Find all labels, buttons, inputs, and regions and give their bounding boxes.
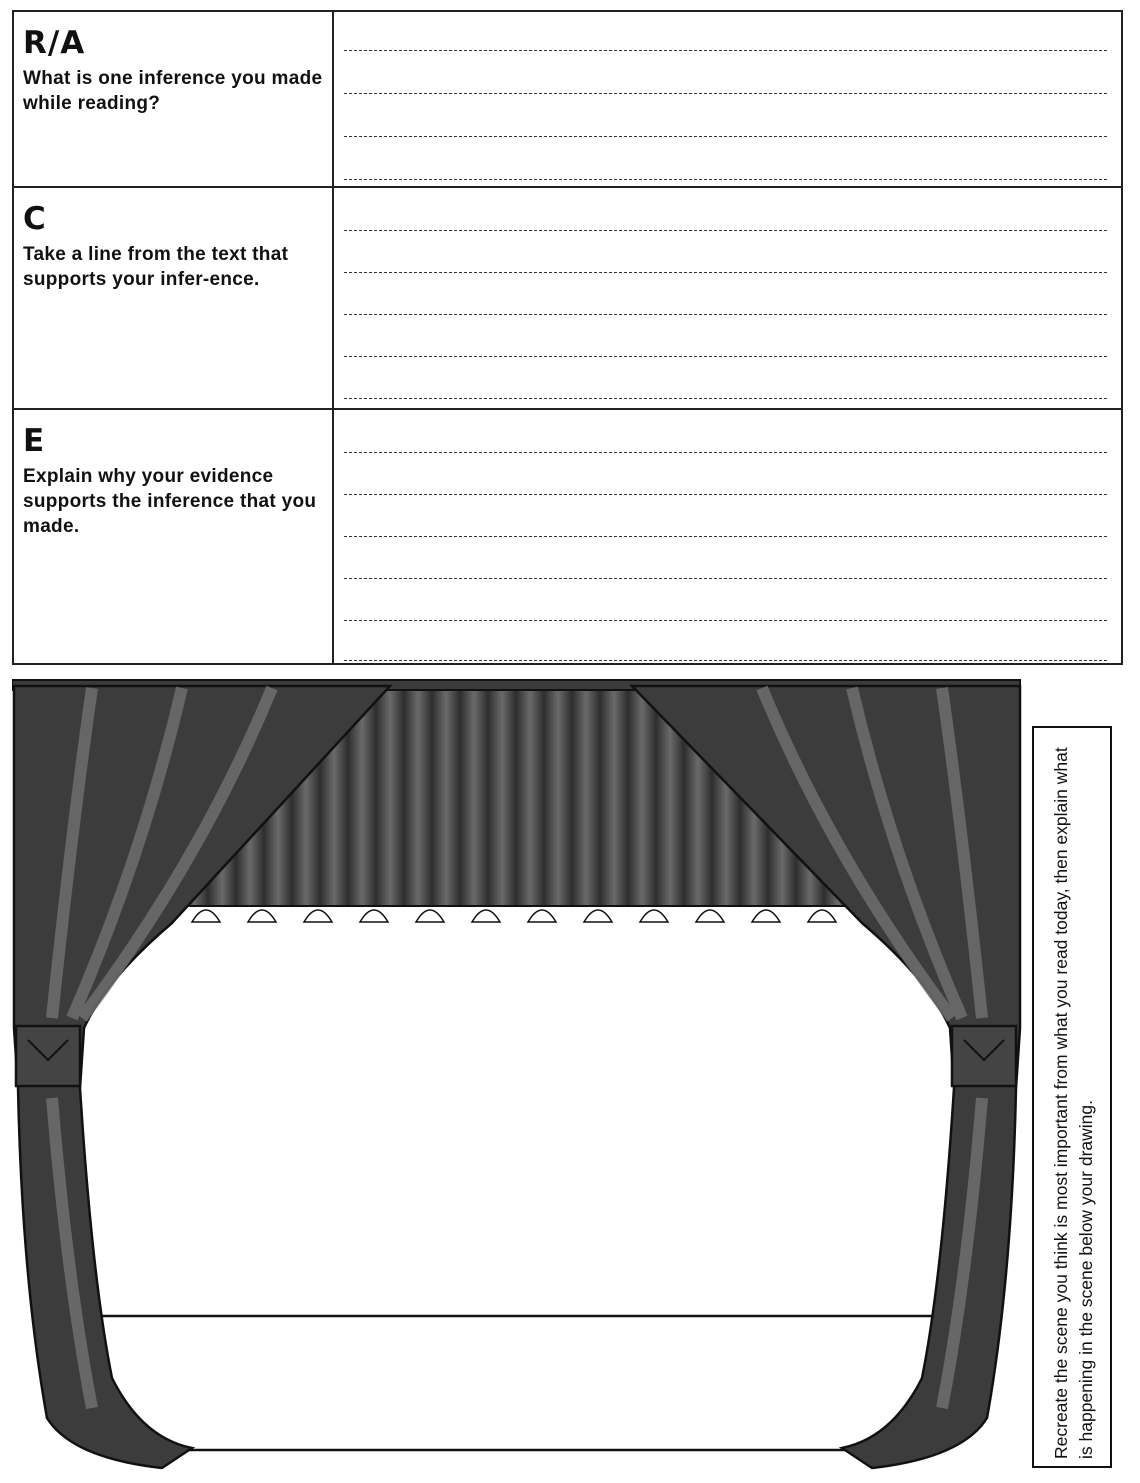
instructions-box xyxy=(1032,726,1112,1468)
section-prompt: What is one inference you made while reading? xyxy=(23,68,323,114)
section-prompt: Explain why your evidence supports the inference that you made. xyxy=(23,466,317,537)
writing-lines-c[interactable] xyxy=(334,188,1121,408)
writing-line xyxy=(344,660,1107,661)
writing-line xyxy=(344,179,1107,180)
writing-line xyxy=(344,452,1107,453)
writing-line xyxy=(344,536,1107,537)
race-worksheet-table xyxy=(12,10,1123,665)
writing-lines-ra[interactable] xyxy=(334,12,1121,186)
section-e xyxy=(14,408,1121,663)
writing-line xyxy=(344,50,1107,51)
prompt-cell-c xyxy=(14,188,334,408)
writing-lines-e[interactable] xyxy=(334,410,1121,663)
writing-line xyxy=(344,136,1107,137)
writing-line xyxy=(344,398,1107,399)
section-ra xyxy=(14,12,1121,186)
writing-line xyxy=(344,620,1107,621)
writing-line xyxy=(344,93,1107,94)
writing-line xyxy=(344,230,1107,231)
stage-floor xyxy=(100,1316,940,1450)
writing-line xyxy=(344,356,1107,357)
writing-line xyxy=(344,272,1107,273)
section-letter: R/A xyxy=(23,25,86,61)
right-tieback xyxy=(952,1026,1016,1086)
theater-stage-illustration xyxy=(12,678,1024,1478)
prompt-cell-ra xyxy=(14,12,334,186)
section-prompt: Take a line from the text that supports your infer-ence. xyxy=(23,244,289,290)
section-letter: E xyxy=(23,423,46,459)
writing-line xyxy=(344,578,1107,579)
writing-line xyxy=(344,494,1107,495)
stage-instructions: Recreate the scene you think is most important from what you read today, then explain what is happening in the scene below your drawing. xyxy=(1051,747,1096,1459)
section-letter: C xyxy=(23,201,47,237)
writing-line xyxy=(344,314,1107,315)
prompt-cell-e xyxy=(14,410,334,663)
left-tieback xyxy=(16,1026,80,1086)
section-c xyxy=(14,186,1121,408)
stage-drawing-area[interactable] xyxy=(12,678,1024,1478)
